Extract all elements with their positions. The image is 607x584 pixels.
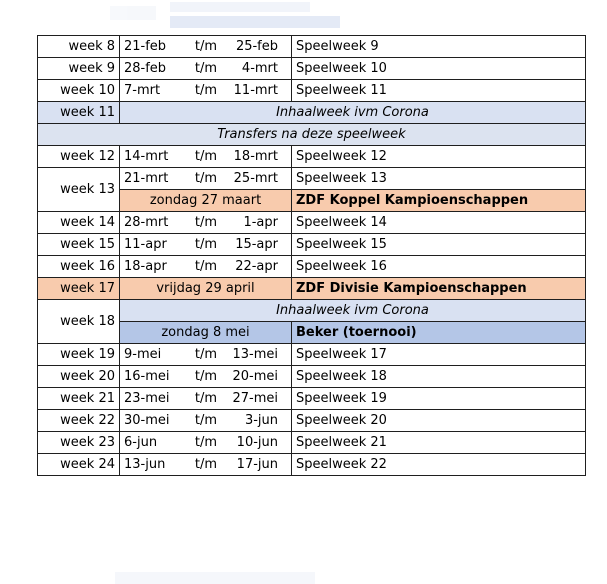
week-cell[interactable]: week 20 (38, 366, 120, 388)
week-cell[interactable]: week 13 (38, 168, 120, 212)
week-cell[interactable]: week 14 (38, 212, 120, 234)
faded-background-footer (115, 572, 315, 584)
date-sep: t/m (194, 390, 218, 406)
catch-up-week-cell[interactable]: Inhaalweek ivm Corona (120, 102, 586, 124)
event-description-cell[interactable]: Beker (toernooi) (292, 322, 586, 344)
date-from: 16-mei (124, 368, 170, 384)
week-cell[interactable]: week 12 (38, 146, 120, 168)
date-sep: t/m (194, 258, 218, 274)
date-to: 4-mrt (241, 60, 278, 76)
description-cell[interactable]: Speelweek 17 (292, 344, 586, 366)
table-row (38, 146, 586, 168)
date-sep: t/m (194, 170, 218, 186)
date-range-cell[interactable] (120, 432, 292, 454)
week-cell[interactable]: week 11 (38, 102, 120, 124)
event-description-cell[interactable]: ZDF Divisie Kampioenschappen (292, 278, 586, 300)
date-from: 21-mrt (124, 170, 169, 186)
week-cell[interactable]: week 19 (38, 344, 120, 366)
table-row (38, 256, 586, 278)
date-to: 11-mrt (233, 82, 278, 98)
date-sep: t/m (194, 60, 218, 76)
date-from: 7-mrt (124, 82, 161, 98)
table-row (38, 124, 586, 146)
date-range-cell[interactable] (120, 36, 292, 58)
table-row (38, 388, 586, 410)
date-sep: t/m (194, 456, 218, 472)
table-row (38, 432, 586, 454)
date-from: 11-apr (124, 236, 167, 252)
date-range-cell[interactable] (120, 234, 292, 256)
date-to: 22-apr (235, 258, 278, 274)
date-range-cell[interactable] (120, 80, 292, 102)
description-cell[interactable]: Speelweek 22 (292, 454, 586, 476)
event-date-cell[interactable]: zondag 27 maart (120, 190, 292, 212)
date-from: 21-feb (124, 38, 167, 54)
faded-cell (170, 16, 340, 28)
description-cell[interactable]: Speelweek 18 (292, 366, 586, 388)
week-cell[interactable]: week 9 (38, 58, 120, 80)
table-row (38, 58, 586, 80)
event-date-cell[interactable]: zondag 8 mei (120, 322, 292, 344)
date-sep: t/m (194, 346, 218, 362)
table-row (38, 212, 586, 234)
table-row (38, 344, 586, 366)
date-range-cell[interactable] (120, 256, 292, 278)
date-sep: t/m (194, 38, 218, 54)
date-range-cell[interactable] (120, 388, 292, 410)
catch-up-week-cell[interactable]: Inhaalweek ivm Corona (120, 300, 586, 322)
table-row (38, 454, 586, 476)
table-row (38, 300, 586, 322)
date-sep: t/m (194, 214, 218, 230)
date-range-cell[interactable] (120, 410, 292, 432)
date-to: 15-apr (235, 236, 278, 252)
table-row (38, 80, 586, 102)
date-sep: t/m (194, 148, 218, 164)
date-range-cell[interactable] (120, 146, 292, 168)
date-to: 10-jun (236, 434, 278, 450)
date-to: 13-mei (232, 346, 278, 362)
date-sep: t/m (194, 236, 218, 252)
date-to: 20-mei (232, 368, 278, 384)
faded-background-header (110, 0, 410, 34)
faded-cell (110, 6, 156, 20)
table-row (38, 234, 586, 256)
date-sep: t/m (194, 82, 218, 98)
date-from: 14-mrt (124, 148, 169, 164)
week-cell[interactable]: week 22 (38, 410, 120, 432)
date-to: 25-feb (235, 38, 278, 54)
date-to: 3-jun (244, 412, 278, 428)
description-cell[interactable]: Speelweek 11 (292, 80, 586, 102)
description-cell[interactable]: Speelweek 21 (292, 432, 586, 454)
table-row (38, 322, 586, 344)
date-from: 28-mrt (124, 214, 169, 230)
transfer-note-cell[interactable]: Transfers na deze speelweek (38, 124, 586, 146)
week-cell[interactable]: week 8 (38, 36, 120, 58)
event-date-cell[interactable]: vrijdag 29 april (120, 278, 292, 300)
table-row (38, 190, 586, 212)
date-from: 9-mei (124, 346, 162, 362)
date-to: 17-jun (236, 456, 278, 472)
week-cell[interactable]: week 15 (38, 234, 120, 256)
date-sep: t/m (194, 434, 218, 450)
date-from: 23-mei (124, 390, 170, 406)
table-row (38, 36, 586, 58)
description-cell[interactable]: Speelweek 19 (292, 388, 586, 410)
date-to: 27-mei (232, 390, 278, 406)
description-cell[interactable]: Speelweek 16 (292, 256, 586, 278)
schedule-table (37, 35, 586, 476)
date-range-cell[interactable] (120, 366, 292, 388)
date-range-cell[interactable] (120, 168, 292, 190)
event-description-cell[interactable]: ZDF Koppel Kampioenschappen (292, 190, 586, 212)
description-cell[interactable]: Speelweek 9 (292, 36, 586, 58)
week-cell[interactable]: week 10 (38, 80, 120, 102)
table-row (38, 168, 586, 190)
week-cell[interactable]: week 17 (38, 278, 120, 300)
date-range-cell[interactable] (120, 344, 292, 366)
week-cell[interactable]: week 23 (38, 432, 120, 454)
table-row (38, 102, 586, 124)
table-row (38, 410, 586, 432)
date-range-cell[interactable] (120, 212, 292, 234)
date-range-cell[interactable] (120, 58, 292, 80)
date-from: 28-feb (124, 60, 167, 76)
week-cell[interactable]: week 16 (38, 256, 120, 278)
table-row (38, 278, 586, 300)
date-from: 6-jun (124, 434, 158, 450)
date-range-cell[interactable] (120, 454, 292, 476)
week-cell[interactable]: week 21 (38, 388, 120, 410)
faded-cell (170, 2, 310, 12)
description-cell[interactable]: Speelweek 20 (292, 410, 586, 432)
date-sep: t/m (194, 412, 218, 428)
date-from: 13-jun (124, 456, 166, 472)
description-cell[interactable]: Speelweek 12 (292, 146, 586, 168)
description-cell[interactable]: Speelweek 13 (292, 168, 586, 190)
week-cell[interactable]: week 18 (38, 300, 120, 344)
description-cell[interactable]: Speelweek 10 (292, 58, 586, 80)
date-sep: t/m (194, 368, 218, 384)
date-from: 30-mei (124, 412, 170, 428)
date-to: 18-mrt (233, 148, 278, 164)
date-from: 18-apr (124, 258, 167, 274)
description-cell[interactable]: Speelweek 15 (292, 234, 586, 256)
table-row (38, 366, 586, 388)
description-cell[interactable]: Speelweek 14 (292, 212, 586, 234)
week-cell[interactable]: week 24 (38, 454, 120, 476)
date-to: 1-apr (243, 214, 278, 230)
date-to: 25-mrt (233, 170, 278, 186)
